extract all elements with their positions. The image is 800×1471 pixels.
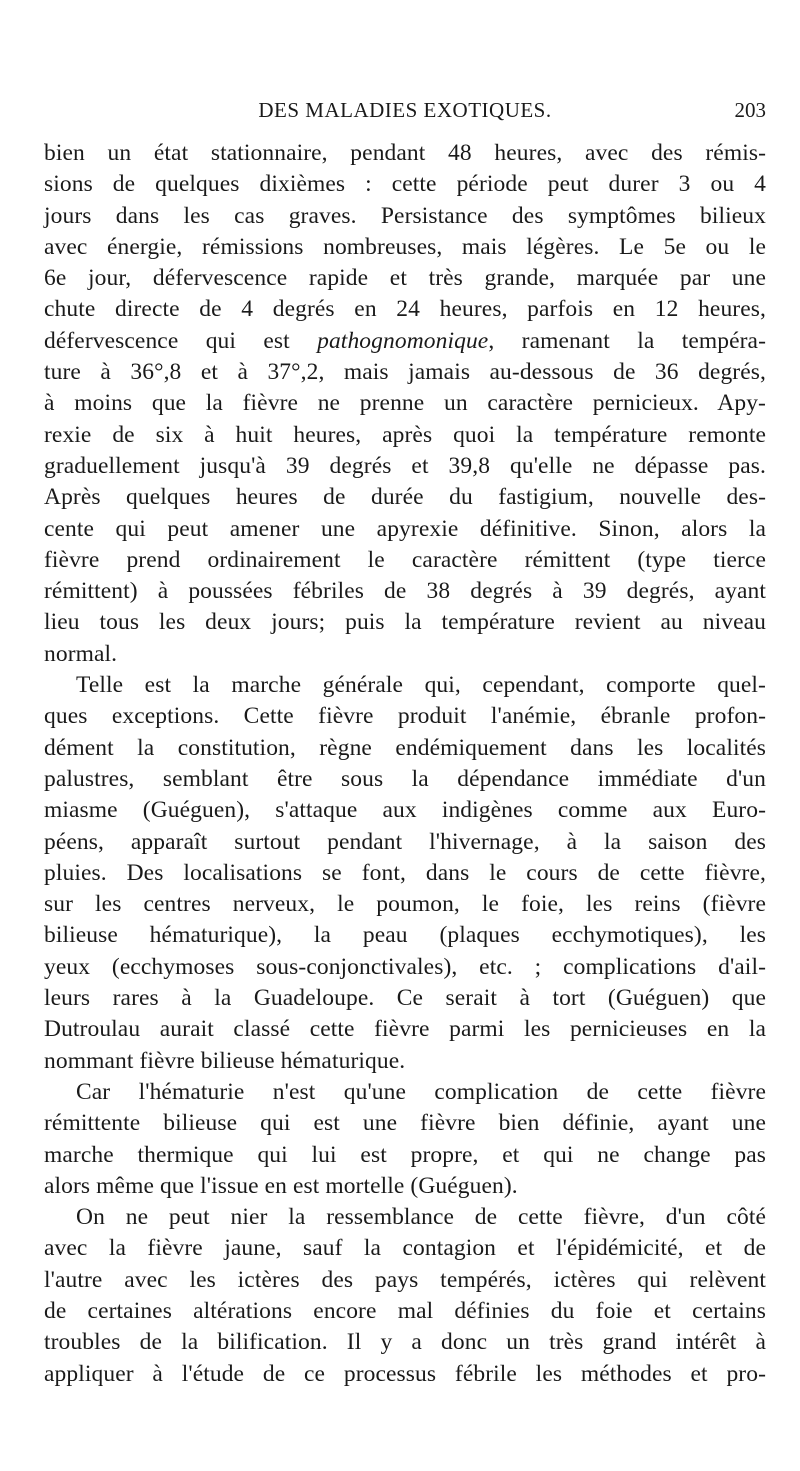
text-line: yeux (ecchymoses sous-conjonctivales), etc. ; complications d'ail- bbox=[44, 953, 766, 980]
text-line: normal. bbox=[44, 640, 118, 667]
text-line: Dutroulau aurait classé cette fièvre parmi les pernicieuses en la bbox=[44, 1016, 766, 1043]
text-line: fièvre prend ordinairement le caractère rémittent (type tierce bbox=[44, 546, 766, 573]
text-line: chute directe de 4 degrés en 24 heures, parfois en 12 heures, bbox=[44, 296, 766, 323]
running-head bbox=[44, 98, 766, 128]
text-line: alors même que l'issue en est mortelle (Guéguen). bbox=[44, 1172, 518, 1199]
text-line: cente qui peut amener une apyrexie définitive. Sinon, alors la bbox=[44, 515, 766, 542]
text-line: marche thermique qui lui est propre, et qui ne change pas bbox=[44, 1141, 766, 1168]
text-segment: défervescence qui est bbox=[44, 327, 318, 354]
text-line: Après quelques heures de durée du fastigium, nouvelle des- bbox=[44, 484, 766, 511]
text-line: dément la constitution, règne endémiquement dans les localités bbox=[44, 734, 766, 761]
text-line: Telle est la marche générale qui, cependant, comporte quel- bbox=[76, 672, 766, 699]
text-line: troubles de la bilification. Il y a donc un très grand intérêt à bbox=[44, 1329, 766, 1356]
text-line bbox=[44, 326, 766, 357]
text-line: de certaines altérations encore mal définies du foie et certains bbox=[44, 1297, 766, 1324]
page-number: 203 bbox=[734, 98, 766, 122]
text-line: avec la fièvre jaune, sauf la contagion et l'épidémicité, et de bbox=[44, 1235, 766, 1262]
text-line: miasme (Guéguen), s'attaque aux indigènes comme aux Euro- bbox=[44, 797, 766, 824]
text-line: sur les centres nerveux, le poumon, le foie, les reins (fièvre bbox=[44, 891, 766, 918]
text-line: lieu tous les deux jours; puis la température revient au niveau bbox=[44, 609, 766, 636]
text-line: appliquer à l'étude de ce processus fébrile les méthodes et pro- bbox=[44, 1360, 766, 1387]
text-line: ture à 36°,8 et à 37°,2, mais jamais au-dessous de 36 degrés, bbox=[44, 359, 766, 386]
italic-term: pathognomonique bbox=[317, 327, 489, 354]
book-page bbox=[44, 0, 766, 1471]
text-line: rémittent) à poussées fébriles de 38 degrés à 39 degrés, ayant bbox=[44, 578, 766, 605]
text-segment: , ramenant la tempéra- bbox=[488, 327, 766, 354]
text-line: nommant fièvre bilieuse hématurique. bbox=[44, 1047, 406, 1074]
text-line: avec énergie, rémissions nombreuses, mais légères. Le 5e ou le bbox=[44, 233, 766, 260]
body-text bbox=[44, 138, 766, 1390]
text-line: jours dans les cas graves. Persistance des symptômes bilieux bbox=[44, 202, 766, 229]
text-line: sions de quelques dixièmes : cette période peut durer 3 ou 4 bbox=[44, 171, 766, 198]
text-line: palustres, semblant être sous la dépendance immédiate d'un bbox=[44, 765, 766, 792]
text-line: bien un état stationnaire, pendant 48 heures, avec des rémis- bbox=[44, 140, 766, 166]
text-line: 6e jour, défervescence rapide et très grande, marquée par une bbox=[44, 265, 766, 292]
text-line: On ne peut nier la ressemblance de cette fièvre, d'un côté bbox=[76, 1204, 766, 1231]
text-line: rexie de six à huit heures, après quoi la température remonte bbox=[44, 421, 766, 448]
text-line: Car l'hématurie n'est qu'une complication de cette fièvre bbox=[76, 1078, 766, 1105]
text-line: leurs rares à la Guadeloupe. Ce serait à tort (Guéguen) que bbox=[44, 985, 766, 1012]
text-line: à moins que la fièvre ne prenne un caractère pernicieux. Apy- bbox=[44, 390, 766, 417]
text-line: bilieuse hématurique), la peau (plaques ecchymotiques), les bbox=[44, 922, 766, 949]
text-line: ques exceptions. Cette fièvre produit l'anémie, ébranle profon- bbox=[44, 703, 766, 730]
text-line: graduellement jusqu'à 39 degrés et 39,8 qu'elle ne dépasse pas. bbox=[44, 452, 766, 479]
running-title: DES MALADIES EXOTIQUES. bbox=[258, 98, 552, 122]
text-line: péens, apparaît surtout pendant l'hivernage, à la saison des bbox=[44, 828, 766, 855]
text-line: l'autre avec les ictères des pays tempérés, ictères qui relèvent bbox=[44, 1266, 766, 1293]
text-line: rémittente bilieuse qui est une fièvre bien définie, ayant une bbox=[44, 1110, 766, 1137]
text-line: pluies. Des localisations se font, dans le cours de cette fièvre, bbox=[44, 859, 766, 886]
